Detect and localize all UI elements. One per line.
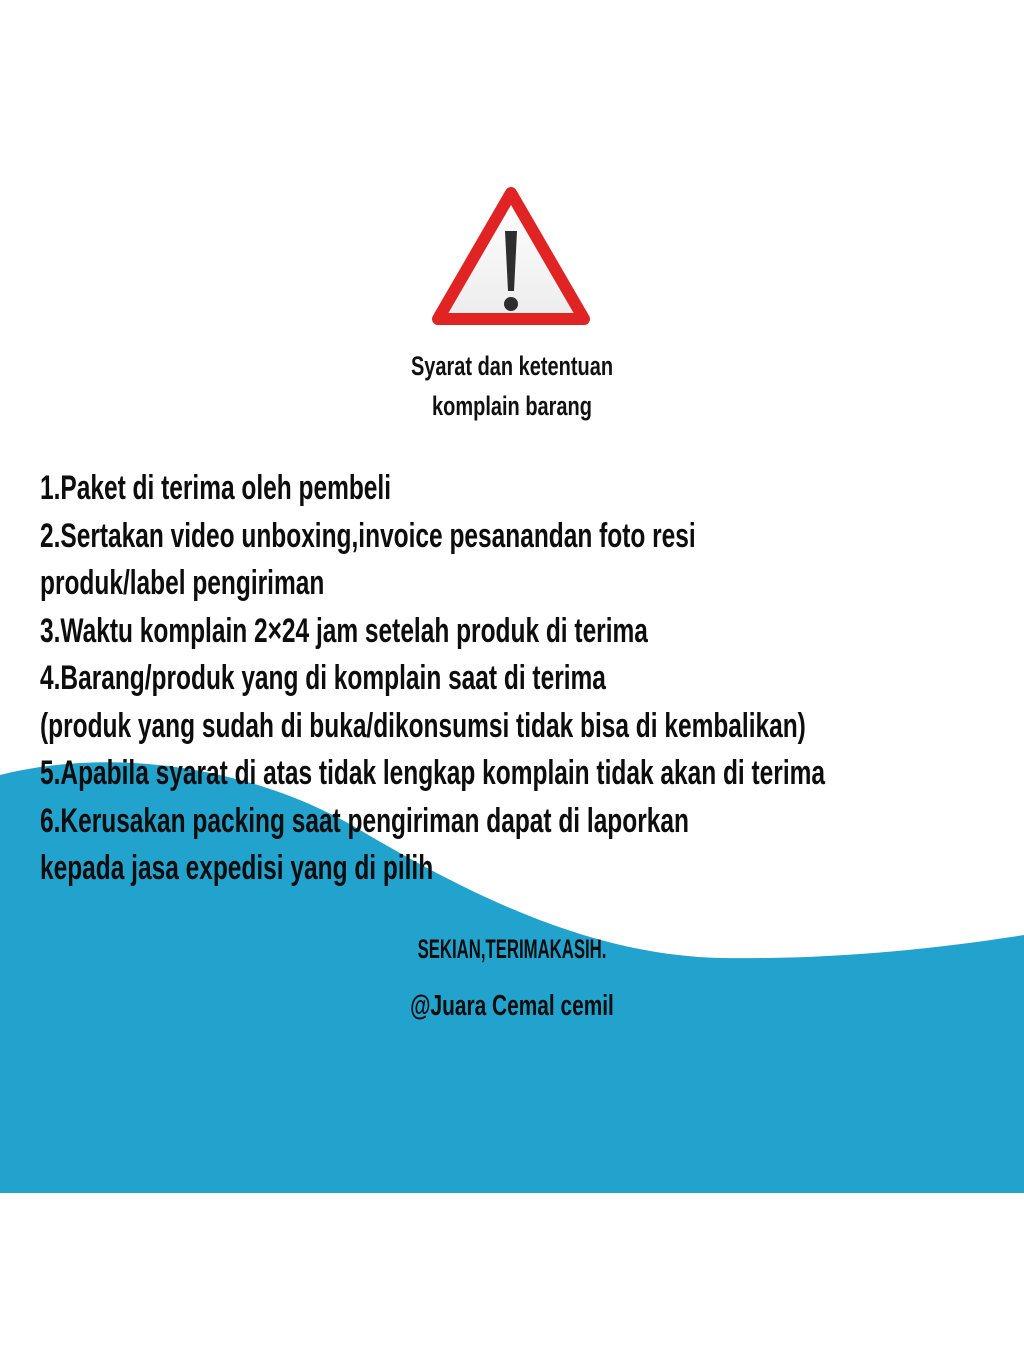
- rule-line: 4.Barang/produk yang di komplain saat di terima: [40, 659, 606, 697]
- heading-line-1: Syarat dan ketentuan: [410, 351, 614, 381]
- rule-line: 6.Kerusakan packing saat pengiriman dapat di laporkan: [40, 801, 689, 840]
- rule-line: (produk yang sudah di buka/dikonsumsi tidak bisa di kembalikan): [40, 706, 806, 745]
- rule-line: kepada jasa expedisi yang di pilih: [40, 849, 434, 887]
- heading-line-2: komplain barang: [432, 391, 592, 421]
- rules-list: [40, 465, 825, 893]
- warning-triangle-icon: [428, 183, 594, 333]
- rule-line: 5.Apabila syarat di atas tidak lengkap komplain tidak akan di terima: [40, 754, 826, 792]
- rule-line: 2.Sertakan video unboxing,invoice pesanandan foto resi: [40, 516, 696, 555]
- rule-line: 3.Waktu komplain 2×24 jam setelah produk di terima: [40, 611, 648, 650]
- closing-text: SEKIAN,TERIMAKASIH.: [417, 934, 607, 964]
- rule-line: 1.Paket di terima oleh pembeli: [40, 469, 392, 507]
- rule-line: produk/label pengiriman: [40, 564, 325, 602]
- store-handle: @Juara Cemal cemil: [410, 990, 614, 1022]
